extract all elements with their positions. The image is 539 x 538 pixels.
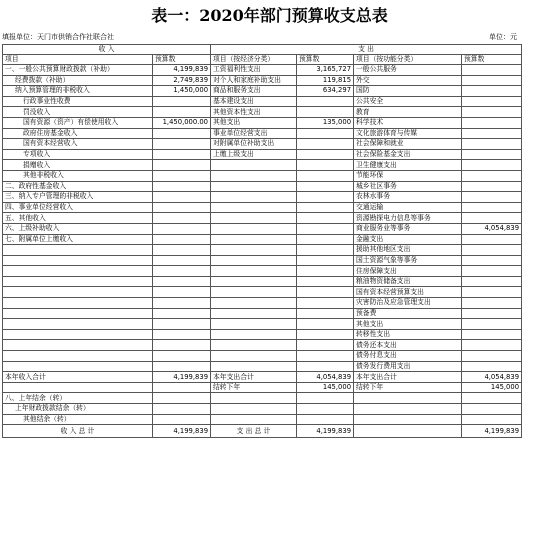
functional-item: 灾害防治及应急管理支出: [354, 298, 462, 309]
economic-item: [211, 298, 297, 309]
income-item: 经费拨款（补助）: [3, 75, 153, 86]
income-budget: [153, 223, 211, 234]
economic-budget: [297, 181, 354, 192]
functional-item: 节能环保: [354, 170, 462, 181]
income-budget: [153, 319, 211, 330]
functional-budget: [462, 65, 522, 76]
table-row: [3, 298, 522, 309]
income-item: 纳入预算管理的非税收入: [3, 86, 153, 97]
economic-item: [211, 245, 297, 256]
income-item: 六、上级补助收入: [3, 223, 153, 234]
functional-item: 金融支出: [354, 234, 462, 245]
table-row: [3, 234, 522, 245]
economic-item: [211, 223, 297, 234]
income-budget: [153, 266, 211, 277]
economic-item: [211, 340, 297, 351]
functional-budget: [462, 149, 522, 160]
functional-budget: 4,054,839: [462, 223, 522, 234]
header-functional-budget: 预算数: [462, 55, 522, 65]
functional-budget: [462, 351, 522, 362]
economic-budget: [297, 266, 354, 277]
economic-item: [211, 266, 297, 277]
functional-item: 公共安全: [354, 96, 462, 107]
income-item: [3, 266, 153, 277]
table-row: [3, 86, 522, 97]
economic-budget: [297, 351, 354, 362]
income-item: 罚没收入: [3, 107, 153, 118]
functional-budget: [462, 213, 522, 224]
page-title: 表一：2020年部门预算收支总表: [151, 6, 388, 25]
functional-item: 资源勘探电力信息等事务: [354, 213, 462, 224]
functional-budget: [462, 107, 522, 118]
year-expense-total-value-econ: 4,054,839: [297, 372, 354, 383]
prev-balance-label: 八、上年结余（转）: [3, 393, 153, 404]
income-item: [3, 340, 153, 351]
table-row: [3, 117, 522, 128]
table-row: [3, 149, 522, 160]
header-functional-item: 项目（按功能分类）: [354, 55, 462, 65]
economic-item: [211, 276, 297, 287]
table-row: [3, 351, 522, 362]
economic-budget: [297, 128, 354, 139]
income-budget: [153, 170, 211, 181]
functional-item: 农林水事务: [354, 192, 462, 203]
income-budget: [153, 181, 211, 192]
income-budget: [153, 298, 211, 309]
economic-budget: [297, 202, 354, 213]
table-row: [3, 192, 522, 203]
economic-item: [211, 181, 297, 192]
table-row: [3, 181, 522, 192]
header-income-item: 项目: [3, 55, 153, 65]
functional-budget: [462, 298, 522, 309]
functional-item: 交通运输: [354, 202, 462, 213]
table-row: [3, 223, 522, 234]
grand-total-func-value: 4,199,839: [462, 425, 522, 438]
year-income-total-value: 4,199,839: [153, 372, 211, 383]
income-budget: [153, 287, 211, 298]
income-budget: [153, 202, 211, 213]
economic-budget: [297, 329, 354, 340]
table-row: [3, 75, 522, 86]
table-row: [3, 340, 522, 351]
economic-budget: [297, 276, 354, 287]
economic-item: [211, 351, 297, 362]
economic-budget: [297, 255, 354, 266]
economic-budget: [297, 139, 354, 150]
income-budget: [153, 139, 211, 150]
table-row: [3, 361, 522, 372]
year-expense-total-label-func: 本年支出合计: [354, 372, 462, 383]
prev-balance-row: [3, 393, 522, 404]
functional-item: 粮油物资储备支出: [354, 276, 462, 287]
economic-budget: [297, 234, 354, 245]
economic-budget: [297, 287, 354, 298]
table-row: [3, 245, 522, 256]
income-budget: [153, 276, 211, 287]
income-budget: [153, 192, 211, 203]
income-item: 捐赠收入: [3, 160, 153, 171]
functional-item: 文化旅游体育与传媒: [354, 128, 462, 139]
income-budget: [153, 96, 211, 107]
functional-item: 外交: [354, 75, 462, 86]
expense-section-header: 支 出: [211, 45, 522, 55]
functional-item: 商业服务业等事务: [354, 223, 462, 234]
reporting-unit: 填报单位：天门市供销合作社联合社: [2, 33, 114, 41]
functional-item: 一般公共服务: [354, 65, 462, 76]
economic-budget: 3,165,727: [297, 65, 354, 76]
income-item: [3, 255, 153, 266]
prev-balance-sub1: 上年财政拨款结余（转）: [3, 404, 153, 415]
income-budget: [153, 308, 211, 319]
functional-item: 债务发行费用支出: [354, 361, 462, 372]
functional-budget: [462, 308, 522, 319]
economic-budget: 135,000: [297, 117, 354, 128]
year-total-row: [3, 372, 522, 383]
economic-item: [211, 192, 297, 203]
economic-budget: [297, 160, 354, 171]
carry-forward-label-econ: 结转下年: [211, 382, 297, 393]
functional-item: 预备费: [354, 308, 462, 319]
income-budget: [153, 361, 211, 372]
economic-budget: [297, 149, 354, 160]
year-income-total-label: 本年收入合计: [3, 372, 153, 383]
income-budget: [153, 245, 211, 256]
economic-item: [211, 329, 297, 340]
income-item: 其他非税收入: [3, 170, 153, 181]
economic-item: [211, 287, 297, 298]
income-item: [3, 245, 153, 256]
income-budget: 4,199,839: [153, 65, 211, 76]
income-budget: 2,749,839: [153, 75, 211, 86]
currency-unit: 单位：元: [489, 33, 517, 41]
budget-table: [2, 44, 522, 438]
table-row: [3, 107, 522, 118]
income-item: [3, 361, 153, 372]
grand-total-expense-value: 4,199,839: [297, 425, 354, 438]
functional-budget: [462, 192, 522, 203]
economic-budget: [297, 96, 354, 107]
economic-budget: [297, 298, 354, 309]
grand-total-expense-label: 支 出 总 计: [211, 425, 297, 438]
functional-budget: [462, 329, 522, 340]
prev-balance-sub2-row: [3, 414, 522, 425]
economic-item: 基本建设支出: [211, 96, 297, 107]
economic-item: [211, 319, 297, 330]
economic-item: 对个人和家庭补助支出: [211, 75, 297, 86]
economic-item: 其他资本性支出: [211, 107, 297, 118]
table-row: [3, 308, 522, 319]
functional-budget: [462, 181, 522, 192]
income-budget: [153, 234, 211, 245]
functional-item: 国防: [354, 86, 462, 97]
carry-forward-value-func: 145,000: [462, 382, 522, 393]
economic-budget: [297, 319, 354, 330]
economic-item: [211, 202, 297, 213]
income-item: 政府住房基金收入: [3, 128, 153, 139]
economic-item: 其他支出: [211, 117, 297, 128]
functional-item: 住房保障支出: [354, 266, 462, 277]
table-row: [3, 170, 522, 181]
functional-item: 债务还本支出: [354, 340, 462, 351]
economic-budget: 634,297: [297, 86, 354, 97]
functional-item: 转移性支出: [354, 329, 462, 340]
economic-budget: [297, 192, 354, 203]
income-item: [3, 298, 153, 309]
functional-budget: [462, 234, 522, 245]
functional-item: 其他支出: [354, 319, 462, 330]
income-item: 二、政府性基金收入: [3, 181, 153, 192]
prev-balance-sub2: 其他结余（转）: [3, 414, 153, 425]
functional-budget: [462, 202, 522, 213]
income-item: 国有资源（资产）有偿使用收入: [3, 117, 153, 128]
year-expense-total-label-econ: 本年支出合计: [211, 372, 297, 383]
functional-item: 卫生健康支出: [354, 160, 462, 171]
income-item: [3, 287, 153, 298]
functional-budget: [462, 160, 522, 171]
header-economic-budget: 预算数: [297, 55, 354, 65]
table-row: [3, 266, 522, 277]
functional-budget: [462, 75, 522, 86]
economic-item: 对附属单位补助支出: [211, 139, 297, 150]
economic-item: [211, 361, 297, 372]
carry-forward-label-func: 结转下年: [354, 382, 462, 393]
functional-budget: [462, 128, 522, 139]
income-item: [3, 308, 153, 319]
income-budget: [153, 107, 211, 118]
carry-forward-value-econ: 145,000: [297, 382, 354, 393]
functional-budget: [462, 319, 522, 330]
income-budget: [153, 351, 211, 362]
table-row: [3, 96, 522, 107]
income-item: 四、事业单位经营收入: [3, 202, 153, 213]
functional-item: 债务付息支出: [354, 351, 462, 362]
functional-budget: [462, 117, 522, 128]
income-budget: [153, 329, 211, 340]
income-item: [3, 351, 153, 362]
section-header-row: [3, 45, 522, 55]
income-item: [3, 276, 153, 287]
income-budget: [153, 213, 211, 224]
functional-item: 国有资本经营预算支出: [354, 287, 462, 298]
economic-budget: [297, 223, 354, 234]
grand-total-row: [3, 425, 522, 438]
economic-item: [211, 160, 297, 171]
economic-budget: [297, 245, 354, 256]
functional-budget: [462, 276, 522, 287]
economic-item: [211, 308, 297, 319]
functional-item: 社会保障和就业: [354, 139, 462, 150]
income-item: 专项收入: [3, 149, 153, 160]
table-row: [3, 65, 522, 76]
economic-item: [211, 234, 297, 245]
economic-budget: [297, 340, 354, 351]
functional-budget: [462, 266, 522, 277]
table-row: [3, 255, 522, 266]
functional-budget: [462, 245, 522, 256]
functional-item: 科学技术: [354, 117, 462, 128]
income-item: 行政事业性收费: [3, 96, 153, 107]
income-item: 国有资本经营收入: [3, 139, 153, 150]
functional-budget: [462, 255, 522, 266]
functional-budget: [462, 361, 522, 372]
table-row: [3, 213, 522, 224]
income-budget: 1,450,000.00: [153, 117, 211, 128]
functional-budget: [462, 139, 522, 150]
economic-item: 事业单位经营支出: [211, 128, 297, 139]
income-budget: 1,450,000: [153, 86, 211, 97]
income-item: [3, 319, 153, 330]
carry-forward-row: [3, 382, 522, 393]
functional-item: 国土资源气象等事务: [354, 255, 462, 266]
economic-item: [211, 170, 297, 181]
table-row: [3, 160, 522, 171]
economic-item: 工资福利性支出: [211, 65, 297, 76]
functional-budget: [462, 287, 522, 298]
economic-item: [211, 255, 297, 266]
economic-budget: [297, 213, 354, 224]
functional-item: 教育: [354, 107, 462, 118]
economic-item: [211, 213, 297, 224]
functional-budget: [462, 96, 522, 107]
table-row: [3, 139, 522, 150]
grand-total-income-label: 收 入 总 计: [3, 425, 153, 438]
column-header-row: [3, 55, 522, 65]
functional-item: 援助其他地区支出: [354, 245, 462, 256]
economic-item: 上缴上级支出: [211, 149, 297, 160]
income-item: 三、纳入专户管理的非税收入: [3, 192, 153, 203]
table-row: [3, 128, 522, 139]
table-row: [3, 287, 522, 298]
table-row: [3, 329, 522, 340]
header-economic-item: 项目（按经济分类）: [211, 55, 297, 65]
economic-item: 商品和服务支出: [211, 86, 297, 97]
economic-budget: [297, 361, 354, 372]
functional-budget: [462, 86, 522, 97]
economic-budget: 119,815: [297, 75, 354, 86]
income-budget: [153, 255, 211, 266]
income-item: [3, 329, 153, 340]
income-item: 七、附属单位上缴收入: [3, 234, 153, 245]
table-row: [3, 276, 522, 287]
functional-item: 城乡社区事务: [354, 181, 462, 192]
income-item: 一、一般公共预算财政拨款（补助）: [3, 65, 153, 76]
table-row: [3, 319, 522, 330]
income-item: 五、其他收入: [3, 213, 153, 224]
year-expense-total-value-func: 4,054,839: [462, 372, 522, 383]
functional-item: 社会保险基金支出: [354, 149, 462, 160]
income-budget: [153, 160, 211, 171]
economic-budget: [297, 107, 354, 118]
income-section-header: 收 入: [3, 45, 211, 55]
table-row: [3, 202, 522, 213]
income-budget: [153, 340, 211, 351]
income-budget: [153, 128, 211, 139]
functional-budget: [462, 340, 522, 351]
prev-balance-sub1-row: [3, 404, 522, 415]
functional-budget: [462, 170, 522, 181]
economic-budget: [297, 308, 354, 319]
income-budget: [153, 149, 211, 160]
header-income-budget: 预算数: [153, 55, 211, 65]
economic-budget: [297, 170, 354, 181]
grand-total-income-value: 4,199,839: [153, 425, 211, 438]
